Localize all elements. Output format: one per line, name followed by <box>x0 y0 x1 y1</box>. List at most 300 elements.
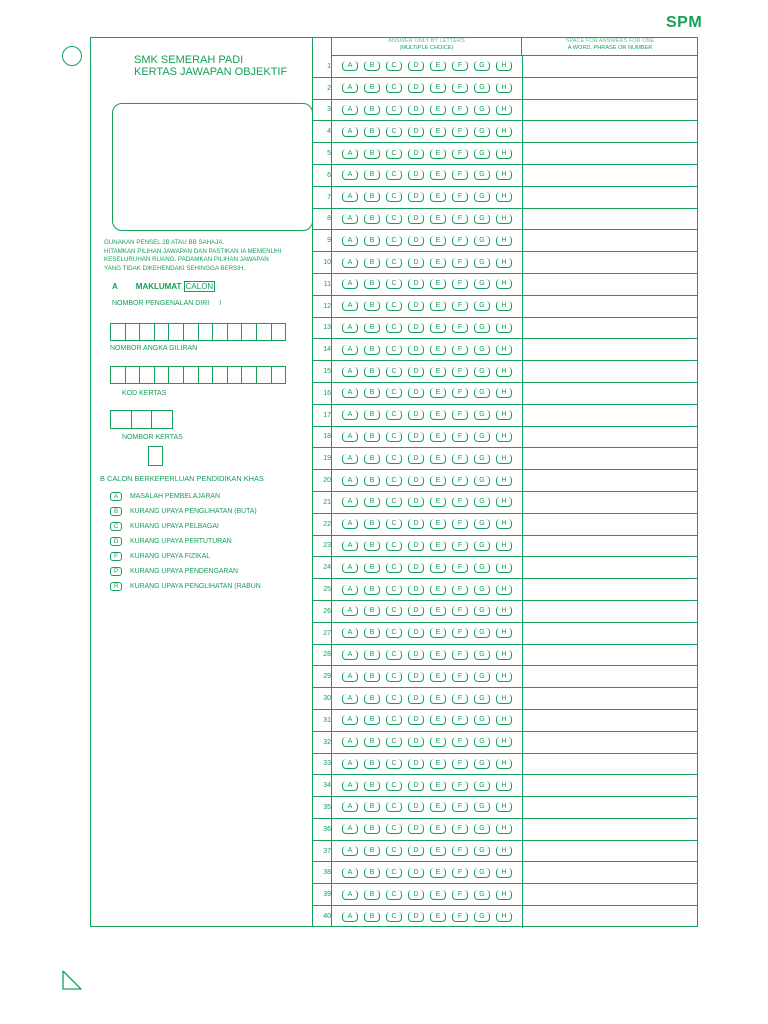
choice-bubble[interactable]: B <box>364 890 380 900</box>
choice-bubble[interactable]: C <box>386 410 402 420</box>
choice-bubble[interactable]: F <box>452 737 468 747</box>
choice-bubble[interactable]: D <box>408 606 424 616</box>
choice-bubble[interactable]: F <box>452 170 468 180</box>
digit-box[interactable] <box>131 410 153 429</box>
choice-bubble[interactable]: C <box>386 127 402 137</box>
choice-bubble[interactable]: B <box>364 279 380 289</box>
choice-bubble[interactable]: F <box>452 61 468 71</box>
choice-bubble[interactable]: B <box>364 497 380 507</box>
choice-bubble[interactable]: B <box>364 192 380 202</box>
choice-bubble[interactable]: H <box>496 497 512 507</box>
choice-bubble[interactable]: B <box>364 824 380 834</box>
choice-bubble[interactable]: C <box>386 650 402 660</box>
choice-bubble[interactable]: G <box>474 890 490 900</box>
choice-bubble[interactable]: E <box>430 432 446 442</box>
choice-bubble[interactable]: E <box>430 585 446 595</box>
choice-bubble[interactable]: D <box>408 127 424 137</box>
digit-box[interactable] <box>139 323 155 341</box>
choice-bubble[interactable]: C <box>386 367 402 377</box>
choice-bubble[interactable]: F <box>452 214 468 224</box>
choice-bubble[interactable]: D <box>408 105 424 115</box>
choice-bubble[interactable]: A <box>342 476 358 486</box>
choice-bubble[interactable]: E <box>430 497 446 507</box>
choice-bubble[interactable]: H <box>496 824 512 834</box>
choice-bubble[interactable]: C <box>386 388 402 398</box>
choice-bubble[interactable]: B <box>364 541 380 551</box>
choice-bubble[interactable]: C <box>386 345 402 355</box>
choice-bubble[interactable]: B <box>364 410 380 420</box>
choice-bubble[interactable]: H <box>496 432 512 442</box>
choice-bubble[interactable]: G <box>474 83 490 93</box>
choice-bubble[interactable]: C <box>386 715 402 725</box>
choice-bubble[interactable]: A <box>342 214 358 224</box>
written-answer-space[interactable] <box>522 339 698 360</box>
choice-bubble[interactable]: A <box>342 301 358 311</box>
choice-bubble[interactable]: B <box>364 323 380 333</box>
choice-bubble[interactable]: E <box>430 846 446 856</box>
choice-bubble[interactable]: H <box>496 192 512 202</box>
choice-bubble[interactable]: H <box>496 388 512 398</box>
choice-bubble[interactable]: H <box>496 149 512 159</box>
choice-bubble[interactable]: A <box>342 563 358 573</box>
special-needs-code-bubble[interactable]: A <box>110 492 122 501</box>
written-answer-space[interactable] <box>522 361 698 382</box>
choice-bubble[interactable]: B <box>364 912 380 922</box>
choice-bubble[interactable]: C <box>386 868 402 878</box>
special-needs-option[interactable] <box>110 549 261 564</box>
choice-bubble[interactable]: F <box>452 432 468 442</box>
choice-bubble[interactable]: G <box>474 192 490 202</box>
choice-bubble[interactable]: H <box>496 694 512 704</box>
choice-bubble[interactable]: G <box>474 606 490 616</box>
choice-bubble[interactable]: F <box>452 279 468 289</box>
choice-bubble[interactable]: B <box>364 301 380 311</box>
choice-bubble[interactable]: E <box>430 170 446 180</box>
special-needs-code-bubble[interactable]: P <box>110 567 122 576</box>
choice-bubble[interactable]: D <box>408 497 424 507</box>
written-answer-space[interactable] <box>522 601 698 622</box>
choice-bubble[interactable]: F <box>452 149 468 159</box>
choice-bubble[interactable]: H <box>496 214 512 224</box>
choice-bubble[interactable]: A <box>342 912 358 922</box>
choice-bubble[interactable]: C <box>386 585 402 595</box>
choice-bubble[interactable]: G <box>474 781 490 791</box>
digit-box[interactable] <box>212 366 228 384</box>
choice-bubble[interactable]: F <box>452 367 468 377</box>
choice-bubble[interactable]: F <box>452 802 468 812</box>
choice-bubble[interactable]: B <box>364 214 380 224</box>
choice-bubble[interactable]: G <box>474 214 490 224</box>
choice-bubble[interactable]: A <box>342 672 358 682</box>
choice-bubble[interactable]: G <box>474 802 490 812</box>
choice-bubble[interactable]: C <box>386 890 402 900</box>
special-needs-option[interactable] <box>110 519 261 534</box>
digit-box[interactable] <box>154 366 170 384</box>
choice-bubble[interactable]: E <box>430 105 446 115</box>
choice-bubble[interactable]: A <box>342 781 358 791</box>
digit-box[interactable] <box>125 323 141 341</box>
written-answer-space[interactable] <box>522 143 698 164</box>
choice-bubble[interactable]: F <box>452 476 468 486</box>
choice-bubble[interactable]: C <box>386 61 402 71</box>
choice-bubble[interactable]: G <box>474 432 490 442</box>
written-answer-space[interactable] <box>522 906 698 928</box>
choice-bubble[interactable]: H <box>496 672 512 682</box>
choice-bubble[interactable]: E <box>430 737 446 747</box>
digit-box[interactable] <box>227 366 243 384</box>
choice-bubble[interactable]: D <box>408 781 424 791</box>
choice-bubble[interactable]: H <box>496 606 512 616</box>
special-needs-code-bubble[interactable]: F <box>110 552 122 561</box>
digit-box[interactable] <box>241 366 257 384</box>
choice-bubble[interactable]: F <box>452 628 468 638</box>
choice-bubble[interactable]: A <box>342 236 358 246</box>
choice-bubble[interactable]: C <box>386 628 402 638</box>
written-answer-space[interactable] <box>522 775 698 796</box>
choice-bubble[interactable]: B <box>364 781 380 791</box>
choice-bubble[interactable]: C <box>386 737 402 747</box>
choice-bubble[interactable]: E <box>430 890 446 900</box>
choice-bubble[interactable]: C <box>386 672 402 682</box>
choice-bubble[interactable]: E <box>430 301 446 311</box>
written-answer-space[interactable] <box>522 645 698 666</box>
choice-bubble[interactable]: D <box>408 519 424 529</box>
choice-bubble[interactable]: C <box>386 476 402 486</box>
choice-bubble[interactable]: C <box>386 258 402 268</box>
choice-bubble[interactable]: E <box>430 563 446 573</box>
choice-bubble[interactable]: B <box>364 83 380 93</box>
choice-bubble[interactable]: D <box>408 83 424 93</box>
paper-code-boxes[interactable] <box>110 410 172 429</box>
choice-bubble[interactable]: F <box>452 912 468 922</box>
choice-bubble[interactable]: A <box>342 345 358 355</box>
choice-bubble[interactable]: G <box>474 105 490 115</box>
written-answer-space[interactable] <box>522 732 698 753</box>
choice-bubble[interactable]: B <box>364 802 380 812</box>
choice-bubble[interactable]: H <box>496 802 512 812</box>
choice-bubble[interactable]: D <box>408 890 424 900</box>
choice-bubble[interactable]: G <box>474 912 490 922</box>
digit-box[interactable] <box>271 366 287 384</box>
written-answer-space[interactable] <box>522 296 698 317</box>
choice-bubble[interactable]: B <box>364 170 380 180</box>
written-answer-space[interactable] <box>522 448 698 469</box>
choice-bubble[interactable]: C <box>386 301 402 311</box>
choice-bubble[interactable]: C <box>386 192 402 202</box>
choice-bubble[interactable]: F <box>452 192 468 202</box>
choice-bubble[interactable]: A <box>342 454 358 464</box>
choice-bubble[interactable]: H <box>496 345 512 355</box>
choice-bubble[interactable]: D <box>408 170 424 180</box>
written-answer-space[interactable] <box>522 274 698 295</box>
choice-bubble[interactable]: G <box>474 127 490 137</box>
written-answer-space[interactable] <box>522 187 698 208</box>
written-answer-space[interactable] <box>522 121 698 142</box>
choice-bubble[interactable]: B <box>364 432 380 442</box>
written-answer-space[interactable] <box>522 557 698 578</box>
choice-bubble[interactable]: A <box>342 388 358 398</box>
choice-bubble[interactable]: E <box>430 781 446 791</box>
written-answer-space[interactable] <box>522 623 698 644</box>
choice-bubble[interactable]: A <box>342 432 358 442</box>
written-answer-space[interactable] <box>522 405 698 426</box>
choice-bubble[interactable]: F <box>452 127 468 137</box>
choice-bubble[interactable]: E <box>430 61 446 71</box>
choice-bubble[interactable]: D <box>408 563 424 573</box>
choice-bubble[interactable]: A <box>342 650 358 660</box>
choice-bubble[interactable]: F <box>452 715 468 725</box>
digit-box[interactable] <box>168 323 184 341</box>
choice-bubble[interactable]: C <box>386 432 402 442</box>
written-answer-space[interactable] <box>522 579 698 600</box>
special-needs-code-bubble[interactable]: B <box>110 507 122 516</box>
choice-bubble[interactable]: B <box>364 628 380 638</box>
choice-bubble[interactable]: H <box>496 410 512 420</box>
written-answer-space[interactable] <box>522 797 698 818</box>
choice-bubble[interactable]: C <box>386 606 402 616</box>
choice-bubble[interactable]: G <box>474 410 490 420</box>
choice-bubble[interactable]: F <box>452 672 468 682</box>
choice-bubble[interactable]: G <box>474 541 490 551</box>
choice-bubble[interactable]: F <box>452 105 468 115</box>
written-answer-space[interactable] <box>522 536 698 557</box>
choice-bubble[interactable]: H <box>496 868 512 878</box>
choice-bubble[interactable]: D <box>408 694 424 704</box>
choice-bubble[interactable]: F <box>452 497 468 507</box>
choice-bubble[interactable]: D <box>408 737 424 747</box>
choice-bubble[interactable]: F <box>452 410 468 420</box>
choice-bubble[interactable]: A <box>342 410 358 420</box>
choice-bubble[interactable]: F <box>452 563 468 573</box>
digit-box[interactable] <box>168 366 184 384</box>
choice-bubble[interactable]: D <box>408 868 424 878</box>
digit-box[interactable] <box>154 323 170 341</box>
written-answer-space[interactable] <box>522 884 698 905</box>
choice-bubble[interactable]: A <box>342 519 358 529</box>
choice-bubble[interactable]: C <box>386 279 402 289</box>
choice-bubble[interactable]: E <box>430 279 446 289</box>
choice-bubble[interactable]: D <box>408 279 424 289</box>
choice-bubble[interactable]: D <box>408 802 424 812</box>
written-answer-space[interactable] <box>522 100 698 121</box>
choice-bubble[interactable]: F <box>452 890 468 900</box>
choice-bubble[interactable]: B <box>364 737 380 747</box>
choice-bubble[interactable]: G <box>474 367 490 377</box>
written-answer-space[interactable] <box>522 165 698 186</box>
choice-bubble[interactable]: A <box>342 694 358 704</box>
choice-bubble[interactable]: B <box>364 388 380 398</box>
digit-box[interactable] <box>110 366 126 384</box>
index-number-boxes[interactable] <box>110 366 285 384</box>
choice-bubble[interactable]: G <box>474 454 490 464</box>
choice-bubble[interactable]: F <box>452 759 468 769</box>
choice-bubble[interactable]: B <box>364 650 380 660</box>
digit-box[interactable] <box>241 323 257 341</box>
written-answer-space[interactable] <box>522 383 698 404</box>
choice-bubble[interactable]: H <box>496 541 512 551</box>
choice-bubble[interactable]: D <box>408 323 424 333</box>
choice-bubble[interactable]: D <box>408 650 424 660</box>
choice-bubble[interactable]: E <box>430 759 446 769</box>
choice-bubble[interactable]: B <box>364 563 380 573</box>
choice-bubble[interactable]: A <box>342 127 358 137</box>
choice-bubble[interactable]: F <box>452 388 468 398</box>
choice-bubble[interactable]: D <box>408 672 424 682</box>
choice-bubble[interactable]: E <box>430 149 446 159</box>
choice-bubble[interactable]: E <box>430 519 446 529</box>
choice-bubble[interactable]: H <box>496 563 512 573</box>
choice-bubble[interactable]: E <box>430 476 446 486</box>
choice-bubble[interactable]: B <box>364 519 380 529</box>
choice-bubble[interactable]: E <box>430 214 446 224</box>
choice-bubble[interactable]: C <box>386 824 402 834</box>
choice-bubble[interactable]: C <box>386 563 402 573</box>
choice-bubble[interactable]: G <box>474 258 490 268</box>
choice-bubble[interactable]: C <box>386 454 402 464</box>
choice-bubble[interactable]: A <box>342 258 358 268</box>
choice-bubble[interactable]: G <box>474 868 490 878</box>
choice-bubble[interactable]: G <box>474 563 490 573</box>
choice-bubble[interactable]: E <box>430 323 446 333</box>
choice-bubble[interactable]: C <box>386 236 402 246</box>
choice-bubble[interactable]: A <box>342 323 358 333</box>
choice-bubble[interactable]: G <box>474 672 490 682</box>
choice-bubble[interactable]: F <box>452 824 468 834</box>
written-answer-space[interactable] <box>522 514 698 535</box>
choice-bubble[interactable]: D <box>408 541 424 551</box>
choice-bubble[interactable]: A <box>342 367 358 377</box>
choice-bubble[interactable]: F <box>452 236 468 246</box>
choice-bubble[interactable]: H <box>496 454 512 464</box>
choice-bubble[interactable]: E <box>430 606 446 616</box>
choice-bubble[interactable]: B <box>364 606 380 616</box>
choice-bubble[interactable]: E <box>430 454 446 464</box>
choice-bubble[interactable]: D <box>408 61 424 71</box>
digit-box[interactable] <box>183 323 199 341</box>
choice-bubble[interactable]: B <box>364 149 380 159</box>
choice-bubble[interactable]: C <box>386 323 402 333</box>
choice-bubble[interactable]: D <box>408 628 424 638</box>
choice-bubble[interactable]: F <box>452 541 468 551</box>
choice-bubble[interactable]: D <box>408 258 424 268</box>
choice-bubble[interactable]: A <box>342 170 358 180</box>
choice-bubble[interactable]: E <box>430 650 446 660</box>
choice-bubble[interactable]: C <box>386 214 402 224</box>
choice-bubble[interactable]: C <box>386 149 402 159</box>
choice-bubble[interactable]: G <box>474 279 490 289</box>
choice-bubble[interactable]: B <box>364 258 380 268</box>
digit-box[interactable] <box>125 366 141 384</box>
choice-bubble[interactable]: E <box>430 345 446 355</box>
choice-bubble[interactable]: B <box>364 105 380 115</box>
choice-bubble[interactable]: E <box>430 388 446 398</box>
choice-bubble[interactable]: H <box>496 912 512 922</box>
choice-bubble[interactable]: E <box>430 83 446 93</box>
choice-bubble[interactable]: F <box>452 868 468 878</box>
choice-bubble[interactable]: H <box>496 737 512 747</box>
choice-bubble[interactable]: A <box>342 759 358 769</box>
choice-bubble[interactable]: C <box>386 912 402 922</box>
choice-bubble[interactable]: G <box>474 824 490 834</box>
choice-bubble[interactable]: E <box>430 715 446 725</box>
written-answer-space[interactable] <box>522 754 698 775</box>
choice-bubble[interactable]: D <box>408 192 424 202</box>
choice-bubble[interactable]: E <box>430 192 446 202</box>
written-answer-space[interactable] <box>522 666 698 687</box>
choice-bubble[interactable]: E <box>430 802 446 812</box>
choice-bubble[interactable]: E <box>430 672 446 682</box>
choice-bubble[interactable]: D <box>408 476 424 486</box>
written-answer-space[interactable] <box>522 862 698 883</box>
special-needs-option[interactable] <box>110 504 261 519</box>
choice-bubble[interactable]: B <box>364 846 380 856</box>
choice-bubble[interactable]: A <box>342 105 358 115</box>
written-answer-space[interactable] <box>522 427 698 448</box>
choice-bubble[interactable]: D <box>408 149 424 159</box>
choice-bubble[interactable]: H <box>496 236 512 246</box>
choice-bubble[interactable]: F <box>452 585 468 595</box>
choice-bubble[interactable]: B <box>364 236 380 246</box>
choice-bubble[interactable]: D <box>408 236 424 246</box>
choice-bubble[interactable]: H <box>496 715 512 725</box>
choice-bubble[interactable]: H <box>496 781 512 791</box>
choice-bubble[interactable]: G <box>474 476 490 486</box>
choice-bubble[interactable]: D <box>408 454 424 464</box>
choice-bubble[interactable]: C <box>386 497 402 507</box>
choice-bubble[interactable]: D <box>408 715 424 725</box>
choice-bubble[interactable]: B <box>364 476 380 486</box>
choice-bubble[interactable]: H <box>496 323 512 333</box>
choice-bubble[interactable]: B <box>364 868 380 878</box>
choice-bubble[interactable]: H <box>496 170 512 180</box>
written-answer-space[interactable] <box>522 688 698 709</box>
choice-bubble[interactable]: F <box>452 846 468 856</box>
choice-bubble[interactable]: G <box>474 585 490 595</box>
written-answer-space[interactable] <box>522 710 698 731</box>
digit-box[interactable] <box>183 366 199 384</box>
digit-box[interactable] <box>110 410 132 429</box>
choice-bubble[interactable]: C <box>386 83 402 93</box>
choice-bubble[interactable]: G <box>474 170 490 180</box>
digit-box[interactable] <box>139 366 155 384</box>
written-answer-space[interactable] <box>522 841 698 862</box>
choice-bubble[interactable]: H <box>496 846 512 856</box>
choice-bubble[interactable]: F <box>452 454 468 464</box>
digit-box[interactable] <box>198 323 214 341</box>
choice-bubble[interactable]: H <box>496 105 512 115</box>
written-answer-space[interactable] <box>522 492 698 513</box>
written-answer-space[interactable] <box>522 209 698 230</box>
choice-bubble[interactable]: A <box>342 737 358 747</box>
choice-bubble[interactable]: F <box>452 258 468 268</box>
special-needs-option[interactable] <box>110 564 261 579</box>
choice-bubble[interactable]: C <box>386 846 402 856</box>
choice-bubble[interactable]: H <box>496 127 512 137</box>
digit-box[interactable] <box>212 323 228 341</box>
choice-bubble[interactable]: E <box>430 824 446 834</box>
choice-bubble[interactable]: D <box>408 301 424 311</box>
choice-bubble[interactable]: F <box>452 301 468 311</box>
choice-bubble[interactable]: G <box>474 301 490 311</box>
choice-bubble[interactable]: E <box>430 258 446 268</box>
choice-bubble[interactable]: G <box>474 149 490 159</box>
choice-bubble[interactable]: G <box>474 650 490 660</box>
digit-box[interactable] <box>110 323 126 341</box>
choice-bubble[interactable]: H <box>496 83 512 93</box>
choice-bubble[interactable]: G <box>474 388 490 398</box>
choice-bubble[interactable]: H <box>496 585 512 595</box>
choice-bubble[interactable]: G <box>474 628 490 638</box>
